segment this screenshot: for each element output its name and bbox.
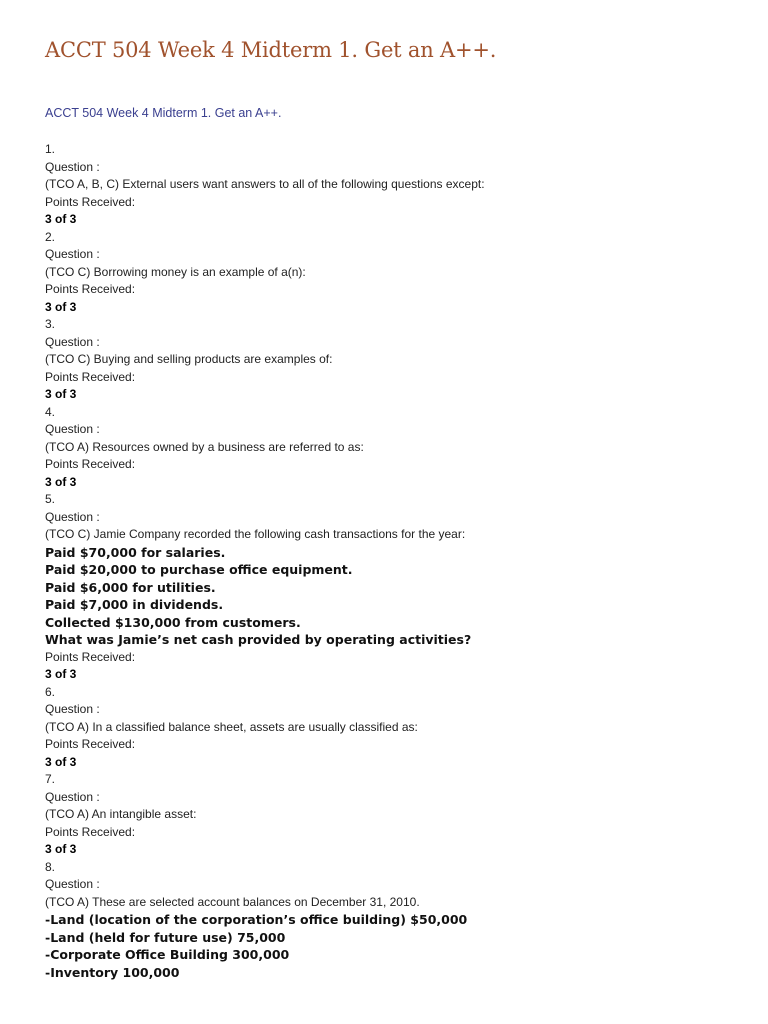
question-detail-line: Paid $6,000 for utilities. <box>45 579 216 595</box>
points-label: Points Received: <box>45 457 136 471</box>
question-number: 1. <box>45 142 56 156</box>
question-block <box>45 684 745 772</box>
question-detail-line: Collected $130,000 from customers. <box>45 614 301 630</box>
points-label: Points Received: <box>45 194 136 209</box>
question-detail-line: -Land (held for future use) 75,000 <box>45 929 286 945</box>
question-number: 4. <box>45 404 56 419</box>
question-prompt: (TCO C) Jamie Company recorded the following cash transactions for the year: <box>45 527 466 541</box>
question-detail-line: -Corporate Office Building 300,000 <box>45 947 290 962</box>
points-label: Points Received: <box>45 649 136 664</box>
question-number: 3. <box>45 317 56 331</box>
question-detail-line: Paid $20,000 to purchase office equipment. <box>45 562 353 577</box>
points-label: Points Received: <box>45 824 136 839</box>
question-label: Question : <box>45 159 100 174</box>
question-label: Question : <box>45 334 100 349</box>
question-prompt: (TCO A) These are selected account balances on December 31, 2010. <box>45 894 420 909</box>
question-score: 3 of 3 <box>45 754 77 769</box>
points-label: Points Received: <box>45 737 136 751</box>
question-detail-line: Paid $7,000 in dividends. <box>45 597 224 612</box>
points-label: Points Received: <box>45 282 136 296</box>
question-detail-line: What was Jamie’s net cash provided by operating activities? <box>45 632 472 647</box>
question-prompt: (TCO A) In a classified balance sheet, assets are usually classified as: <box>45 719 418 734</box>
question-block <box>45 859 745 982</box>
page-title: ACCT 504 Week 4 Midterm 1. Get an A++. <box>45 38 497 62</box>
question-prompt: (TCO C) Borrowing money is an example of a(n): <box>45 264 306 279</box>
question-number: 7. <box>45 772 56 786</box>
question-score: 3 of 3 <box>45 299 77 314</box>
question-label: Question : <box>45 877 100 891</box>
points-label: Points Received: <box>45 369 136 384</box>
question-score: 3 of 3 <box>45 387 77 401</box>
question-detail-line: -Land (location of the corporation’s office building) $50,000 <box>45 912 468 927</box>
question-prompt: (TCO A, B, C) External users want answers to all of the following questions except: <box>45 177 485 191</box>
question-detail-line: -Inventory 100,000 <box>45 964 180 980</box>
question-number: 5. <box>45 492 56 506</box>
question-block <box>45 491 745 684</box>
question-block <box>45 229 745 317</box>
subtitle-link[interactable]: ACCT 504 Week 4 Midterm 1. Get an A++. <box>45 106 282 120</box>
question-label: Question : <box>45 702 100 716</box>
question-block <box>45 771 745 859</box>
question-prompt: (TCO C) Buying and selling products are examples of: <box>45 352 333 366</box>
question-prompt: (TCO A) Resources owned by a business are referred to as: <box>45 439 364 454</box>
question-block <box>45 404 745 492</box>
question-score: 3 of 3 <box>45 212 77 226</box>
question-block <box>45 141 745 229</box>
question-detail-line: Paid $70,000 for salaries. <box>45 544 226 560</box>
question-number: 8. <box>45 859 56 874</box>
question-label: Question : <box>45 509 100 524</box>
question-score: 3 of 3 <box>45 667 77 681</box>
question-score: 3 of 3 <box>45 842 77 856</box>
question-prompt: (TCO A) An intangible asset: <box>45 807 197 821</box>
question-label: Question : <box>45 247 100 261</box>
question-number: 6. <box>45 684 56 699</box>
question-score: 3 of 3 <box>45 474 77 489</box>
question-block <box>45 316 745 404</box>
question-label: Question : <box>45 422 100 436</box>
question-label: Question : <box>45 789 100 804</box>
questions-list <box>45 141 745 981</box>
question-number: 2. <box>45 229 56 244</box>
